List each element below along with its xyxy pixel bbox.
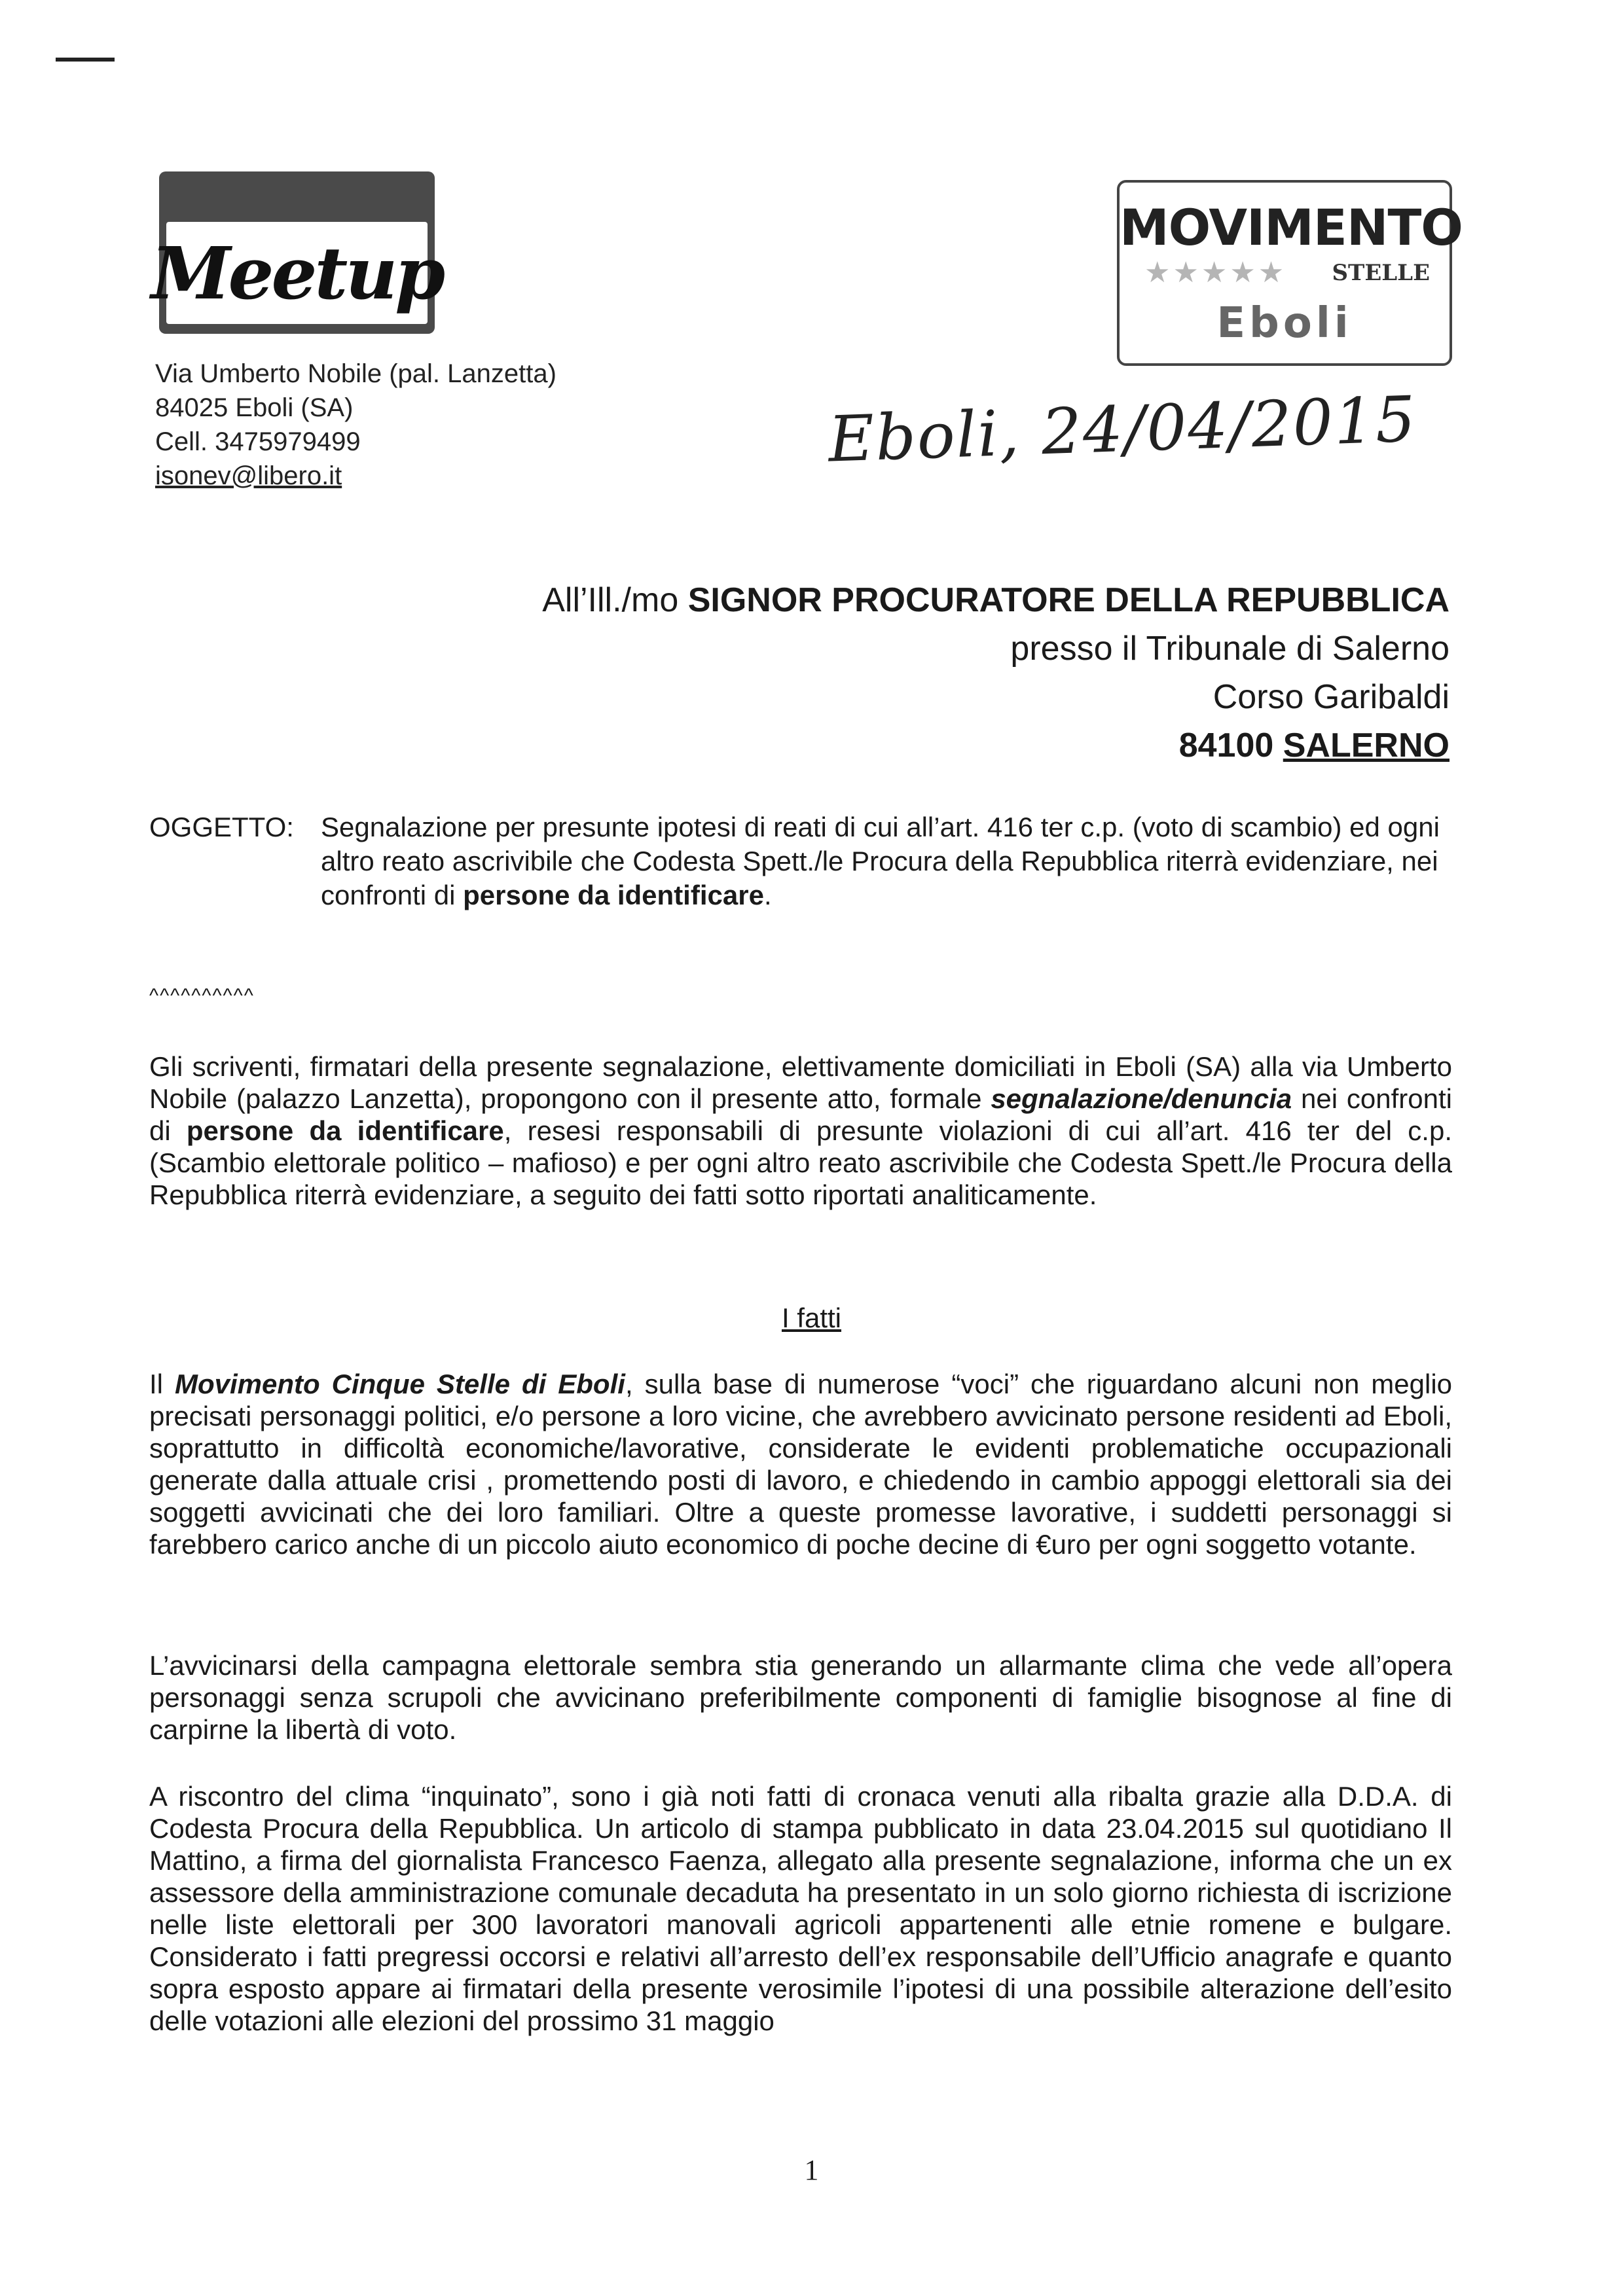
sender-address-line2: 84025 Eboli (SA) [155,393,354,422]
m5s-stars-icon: ★★★★★ [1144,257,1287,289]
subject-text-bold: persone da identificare [463,880,764,910]
m5s-logo-city: Eboli [1216,299,1353,348]
recipient-city: SALERNO [1283,726,1450,764]
meetup-logo [151,171,443,334]
recipient-title: SIGNOR PROCURATORE DELLA REPUBBLICA [687,581,1450,619]
recipient-block [542,576,1450,770]
recipient-cap: 84100 [1178,726,1283,764]
p2-c: , sulla base di numerose “voci” che riguardano alcuni non meglio precisati personaggi politici, e/o persone a loro vicine, che avrebbero avvicinato persone residenti ad Eboli, soprattutto in difficoltà economiche/lavorative, considerate le evidenti problematiche occupazionali generate dalla attuale crisi , promettendo posti di lavoro, e chiedendo in cambio appoggi elettorali sia dei soggetti avvicinati che dei loro familiari. Oltre a queste promesse lavorative, i suddetti personaggi si farebbero carico anche di un piccolo aiuto economico di poche decine di €uro per ogni soggetto votante. [149,1369,1453,1560]
section-title-fatti: I fatti [781,1302,842,1333]
subject-text [321,810,1452,912]
sender-phone: Cell. 3475979499 [155,427,361,456]
subject-block [149,810,1452,912]
m5s-logo-stelle: STELLE [1332,260,1430,286]
p1-c: nei confronti di [149,1083,1452,1146]
p1-bold: persone da identificare [186,1115,504,1146]
sender-block [155,357,556,493]
separator: ^^^^^^^^^^ [149,985,255,1007]
p1-italic: segnalazione/denuncia [991,1083,1292,1114]
meetup-logo-text: Meetup [166,222,428,324]
p2-a: Il [149,1369,175,1399]
subject-text-end: . [763,880,772,910]
recipient-prefix: All’Ill./mo [542,581,688,619]
paragraph-intro [149,1050,1452,1211]
handwritten-date: Eboli, 24/04/2015 [827,382,1418,476]
p1-a: Gli scriventi, firmatari della presente segnalazione, elettivamente domiciliati in Eboli (SA) alla via Umberto Nobile (palazzo Lanzetta), propongono con il presente atto, formale [149,1051,1452,1114]
scan-dash-mark [56,58,115,62]
p2-bold-italic: Movimento Cinque Stelle di Eboli [174,1369,625,1399]
subject-label: OGGETTO: [149,812,294,842]
recipient-city-line [542,721,1450,770]
subject-text-main: Segnalazione per presunte ipotesi di reati di cui all’art. 416 ter c.p. (voto di scambio) ed ogni altro reato ascrivibile che Codesta Spett./le Procura della Repubblica riterrà evidenziare, nei confronti di [321,812,1440,910]
recipient-title-line [542,576,1450,624]
m5s-logo [1117,180,1463,366]
paragraph-fatti-2: L’avvicinarsi della campagna elettorale sembra stia generando un allarmante clima che vede all’opera personaggi senza scrupoli che avvicinano preferibilmente componenti di famiglie bisognose al fine di carpirne la libertà di voto. [149,1650,1452,1745]
recipient-court: presso il Tribunale di Salerno [1010,630,1450,668]
paragraph-fatti-1 [149,1368,1452,1560]
page-number: 1 [804,2154,819,2186]
sender-address-line1: Via Umberto Nobile (pal. Lanzetta) [155,359,556,388]
paragraph-fatti-3: A riscontro del clima “inquinato”, sono i già noti fatti di cronaca venuti alla ribalta grazie alla D.D.A. di Codesta Procura della Repubblica. Un articolo di stampa pubblicato in data 23.04.2015 sul quotidiano Il Mattino, a firma del giornalista Francesco Faenza, allegato alla presente segnalazione, informa che un ex assessore della amministrazione comunale decaduta ha presentato in un solo giorno richiesta di iscrizione nelle liste elettorali per 300 lavoratori manovali agricoli appartenenti alle etnie romene e bulgare. Considerato i fatti pregressi occorsi e relativi all’arresto dell’ex responsabile dell’Ufficio anagrafe e quanto sopra esposto appare ai firmatari della presente verosimile l’ipotesi di una possibile alterazione dell’esito delle votazioni alle elezioni del prossimo 31 maggio [149,1781,1452,2036]
sender-email: isonev@libero.it [155,461,342,490]
m5s-logo-title: MOVIMENTO [1120,198,1463,257]
p1-e: , resesi responsabili di presunte violazioni di cui all’art. 416 ter del c.p. (Scambio elettorale politico – mafioso) e per ogni altro reato ascrivibile che Codesta Spett./le Procura della Repubblica riterrà evidenziare, a seguito dei fatti sotto riportati analiticamente. [149,1115,1453,1210]
recipient-street: Corso Garibaldi [1213,678,1450,716]
